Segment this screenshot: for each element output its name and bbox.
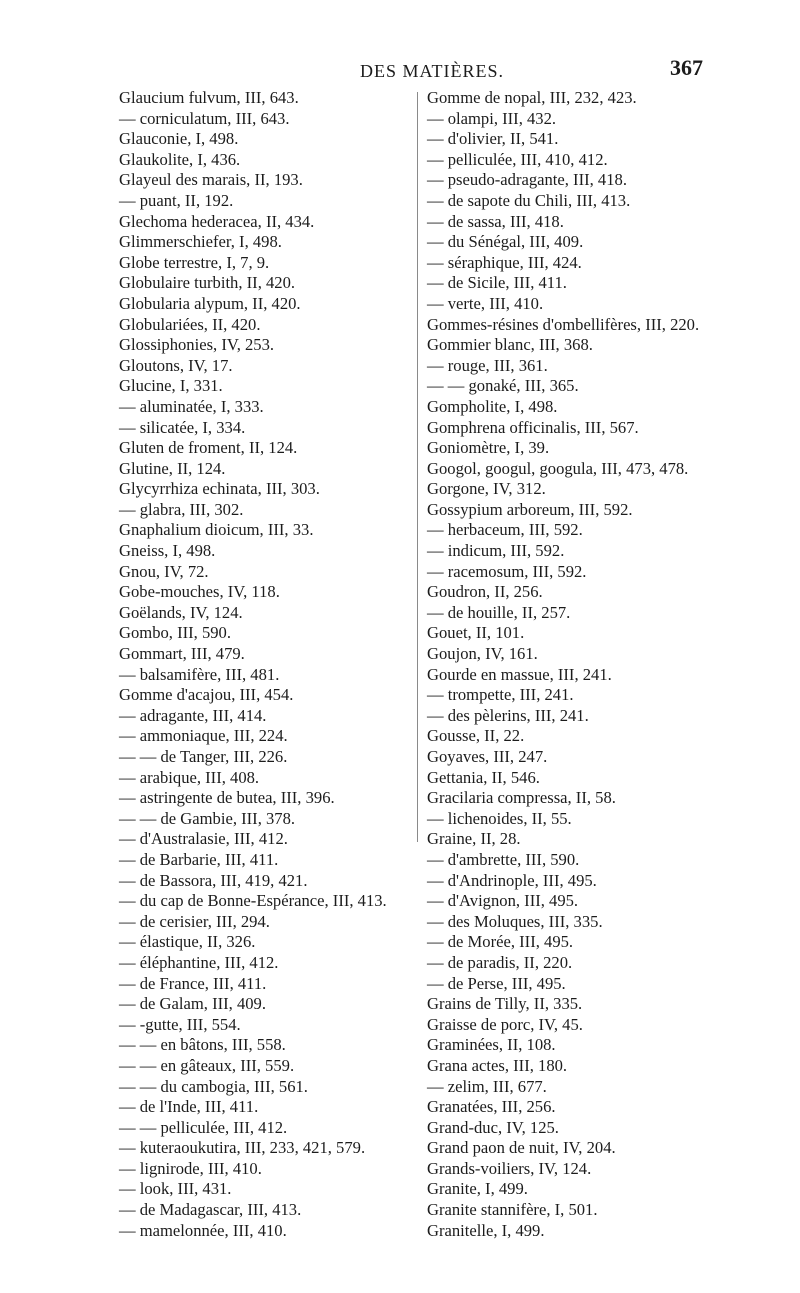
index-entry: — de cerisier, III, 294.: [119, 911, 270, 931]
index-entry: Glimmerschiefer, I, 498.: [119, 232, 282, 252]
column-divider: [417, 92, 418, 842]
index-entry: Gnaphalium dioicum, III, 33.: [119, 520, 314, 540]
index-entry: Gloutons, IV, 17.: [119, 355, 233, 375]
index-entry: Goniomètre, I, 39.: [427, 438, 550, 458]
index-entry: — kuteraoukutira, III, 233, 421, 579.: [119, 1138, 366, 1158]
index-entry: — d'Avignon, III, 495.: [427, 891, 579, 911]
index-entry: — du cap de Bonne-Espérance, III, 413.: [119, 891, 387, 911]
index-entry: Graminées, II, 108.: [427, 1035, 556, 1055]
index-entry: Glycyrrhiza echinata, III, 303.: [119, 479, 320, 499]
index-entry: Grand-duc, IV, 125.: [427, 1117, 559, 1137]
index-entry: Glucine, I, 331.: [119, 376, 223, 396]
index-entry: — — gonaké, III, 365.: [427, 376, 579, 396]
index-entry: Gomphrena officinalis, III, 567.: [427, 417, 639, 437]
index-entry: Gommier blanc, III, 368.: [427, 335, 593, 355]
index-entry: — de houille, II, 257.: [427, 602, 571, 622]
index-entry: Grana actes, III, 180.: [427, 1055, 568, 1075]
index-entry: — pseudo-adragante, III, 418.: [427, 170, 627, 190]
index-entry: Granite stannifère, I, 501.: [427, 1200, 598, 1220]
index-entry: Glaukolite, I, 436.: [119, 149, 241, 169]
index-entry: — ammoniaque, III, 224.: [119, 726, 288, 746]
index-entry: — d'ambrette, III, 590.: [427, 849, 580, 869]
index-entry: Globularia alypum, II, 420.: [119, 293, 301, 313]
index-entry: — racemosum, III, 592.: [427, 561, 587, 581]
index-entry: Glutine, II, 124.: [119, 458, 226, 478]
index-entry: Glauconie, I, 498.: [119, 129, 239, 149]
index-entry: — — de Gambie, III, 378.: [119, 808, 296, 828]
index-entry: Globulariées, II, 420.: [119, 314, 261, 334]
index-entry: — glabra, III, 302.: [119, 499, 244, 519]
index-entry: — — pelliculée, III, 412.: [119, 1117, 288, 1137]
index-entry: Gorgone, IV, 312.: [427, 479, 546, 499]
index-entry: — — en bâtons, III, 558.: [119, 1035, 286, 1055]
index-entry: — aluminatée, I, 333.: [119, 396, 264, 416]
index-entry: Grands-voiliers, IV, 124.: [427, 1158, 592, 1178]
index-entry: Granatées, III, 256.: [427, 1097, 556, 1117]
index-entry: Graisse de porc, IV, 45.: [427, 1014, 583, 1034]
index-entry: — verte, III, 410.: [427, 293, 544, 313]
index-entry: — — en gâteaux, III, 559.: [119, 1055, 295, 1075]
index-entry: — arabique, III, 408.: [119, 767, 260, 787]
index-entry: — des pèlerins, III, 241.: [427, 705, 589, 725]
index-entry: — de sapote du Chili, III, 413.: [427, 190, 631, 210]
index-entry: — de Barbarie, III, 411.: [119, 849, 279, 869]
index-entry: — élastique, II, 326.: [119, 932, 256, 952]
index-entry: — du Sénégal, III, 409.: [427, 232, 584, 252]
index-entry: Glaucium fulvum, III, 643.: [119, 88, 299, 107]
index-entry: Grains de Tilly, II, 335.: [427, 994, 583, 1014]
index-entry: Gluten de froment, II, 124.: [119, 438, 298, 458]
index-entry: — — de Tanger, III, 226.: [119, 747, 288, 766]
index-entry: Gommart, III, 479.: [119, 644, 245, 664]
index-entry: — des Moluques, III, 335.: [427, 911, 603, 931]
index-entry: — de Perse, III, 495.: [427, 973, 566, 993]
index-entry: Gouet, II, 101.: [427, 623, 525, 643]
index-entry: — herbaceum, III, 592.: [427, 520, 583, 540]
index-entry: — de Sicile, III, 411.: [427, 273, 567, 293]
index-entry: — puant, II, 192.: [119, 190, 234, 210]
index-entry: Granitelle, I, 499.: [427, 1220, 545, 1240]
index-entry: — séraphique, III, 424.: [427, 252, 582, 272]
index-entry: Glayeul des marais, II, 193.: [119, 170, 303, 190]
index-entry: — corniculatum, III, 643.: [119, 108, 290, 128]
index-entry: Gompholite, I, 498.: [427, 396, 558, 416]
running-head: DES MATIÈRES.: [360, 61, 505, 81]
index-entry: — lichenoides, II, 55.: [427, 808, 572, 828]
index-entry: — d'Andrinople, III, 495.: [427, 870, 597, 890]
index-column-right: [427, 88, 727, 1241]
index-entry: Gousse, II, 22.: [427, 726, 525, 746]
index-entry: Gommes-résines d'ombellifères, III, 220.: [427, 314, 700, 334]
index-entry: Googol, googul, googula, III, 473, 478.: [427, 458, 689, 478]
index-entry: Gombo, III, 590.: [119, 623, 231, 643]
index-entry: Grand paon de nuit, IV, 204.: [427, 1138, 616, 1158]
index-entry: — de Bassora, III, 419, 421.: [119, 870, 308, 890]
page-header: [0, 55, 800, 85]
index-entry: — -gutte, III, 554.: [119, 1014, 241, 1034]
index-entry: Gomme d'acajou, III, 454.: [119, 685, 294, 705]
index-entry: Gomme de nopal, III, 232, 423.: [427, 88, 637, 107]
index-entry: Gnou, IV, 72.: [119, 561, 209, 581]
index-entry: Globulaire turbith, II, 420.: [119, 273, 296, 293]
index-entry: — d'Australasie, III, 412.: [119, 829, 288, 849]
index-entry: — silicatée, I, 334.: [119, 417, 246, 437]
index-entry: — éléphantine, III, 412.: [119, 952, 279, 972]
index-entry: Glechoma hederacea, II, 434.: [119, 211, 315, 231]
index-entry: Glossiphonies, IV, 253.: [119, 335, 275, 355]
index-entry: — de Morée, III, 495.: [427, 932, 574, 952]
index-entry: Goudron, II, 256.: [427, 582, 543, 602]
index-entry: Gossypium arboreum, III, 592.: [427, 499, 633, 519]
index-entry: — de Madagascar, III, 413.: [119, 1200, 302, 1220]
index-entry: — olampi, III, 432.: [427, 108, 557, 128]
index-entry: — de France, III, 411.: [119, 973, 267, 993]
index-entry: Granite, I, 499.: [427, 1179, 528, 1199]
index-column-left: [119, 88, 409, 1241]
index-entry: — zelim, III, 677.: [427, 1076, 547, 1096]
index-entry: Gourde en massue, III, 241.: [427, 664, 612, 684]
index-entry: Goujon, IV, 161.: [427, 644, 538, 664]
page-number: 367: [670, 55, 703, 80]
index-entry: Goyaves, III, 247.: [427, 747, 548, 766]
index-entry: — lignirode, III, 410.: [119, 1158, 262, 1178]
index-entry: — astringente de butea, III, 396.: [119, 788, 335, 808]
index-entry: — trompette, III, 241.: [427, 685, 574, 705]
index-entry: — balsamifère, III, 481.: [119, 664, 280, 684]
index-entry: — rouge, III, 361.: [427, 355, 548, 375]
index-entry: — adragante, III, 414.: [119, 705, 267, 725]
index-entry: Gettania, II, 546.: [427, 767, 540, 787]
index-entry: — de Galam, III, 409.: [119, 994, 266, 1014]
index-entry: — de sassa, III, 418.: [427, 211, 564, 231]
index-entry: — d'olivier, II, 541.: [427, 129, 559, 149]
index-entry: Graine, II, 28.: [427, 829, 521, 849]
index-entry: Goëlands, IV, 124.: [119, 602, 243, 622]
index-entry: — look, III, 431.: [119, 1179, 232, 1199]
index-entry: — indicum, III, 592.: [427, 541, 565, 561]
index-entry: Gracilaria compressa, II, 58.: [427, 788, 616, 808]
index-entry: — de paradis, II, 220.: [427, 952, 573, 972]
index-entry: — mamelonnée, III, 410.: [119, 1220, 287, 1240]
index-entry: Gneiss, I, 498.: [119, 541, 216, 561]
index-entry: Globe terrestre, I, 7, 9.: [119, 252, 270, 272]
index-entry: Gobe-mouches, IV, 118.: [119, 582, 280, 602]
index-entry: — — du cambogia, III, 561.: [119, 1076, 308, 1096]
index-entry: — de l'Inde, III, 411.: [119, 1097, 259, 1117]
index-entry: — pelliculée, III, 410, 412.: [427, 149, 608, 169]
